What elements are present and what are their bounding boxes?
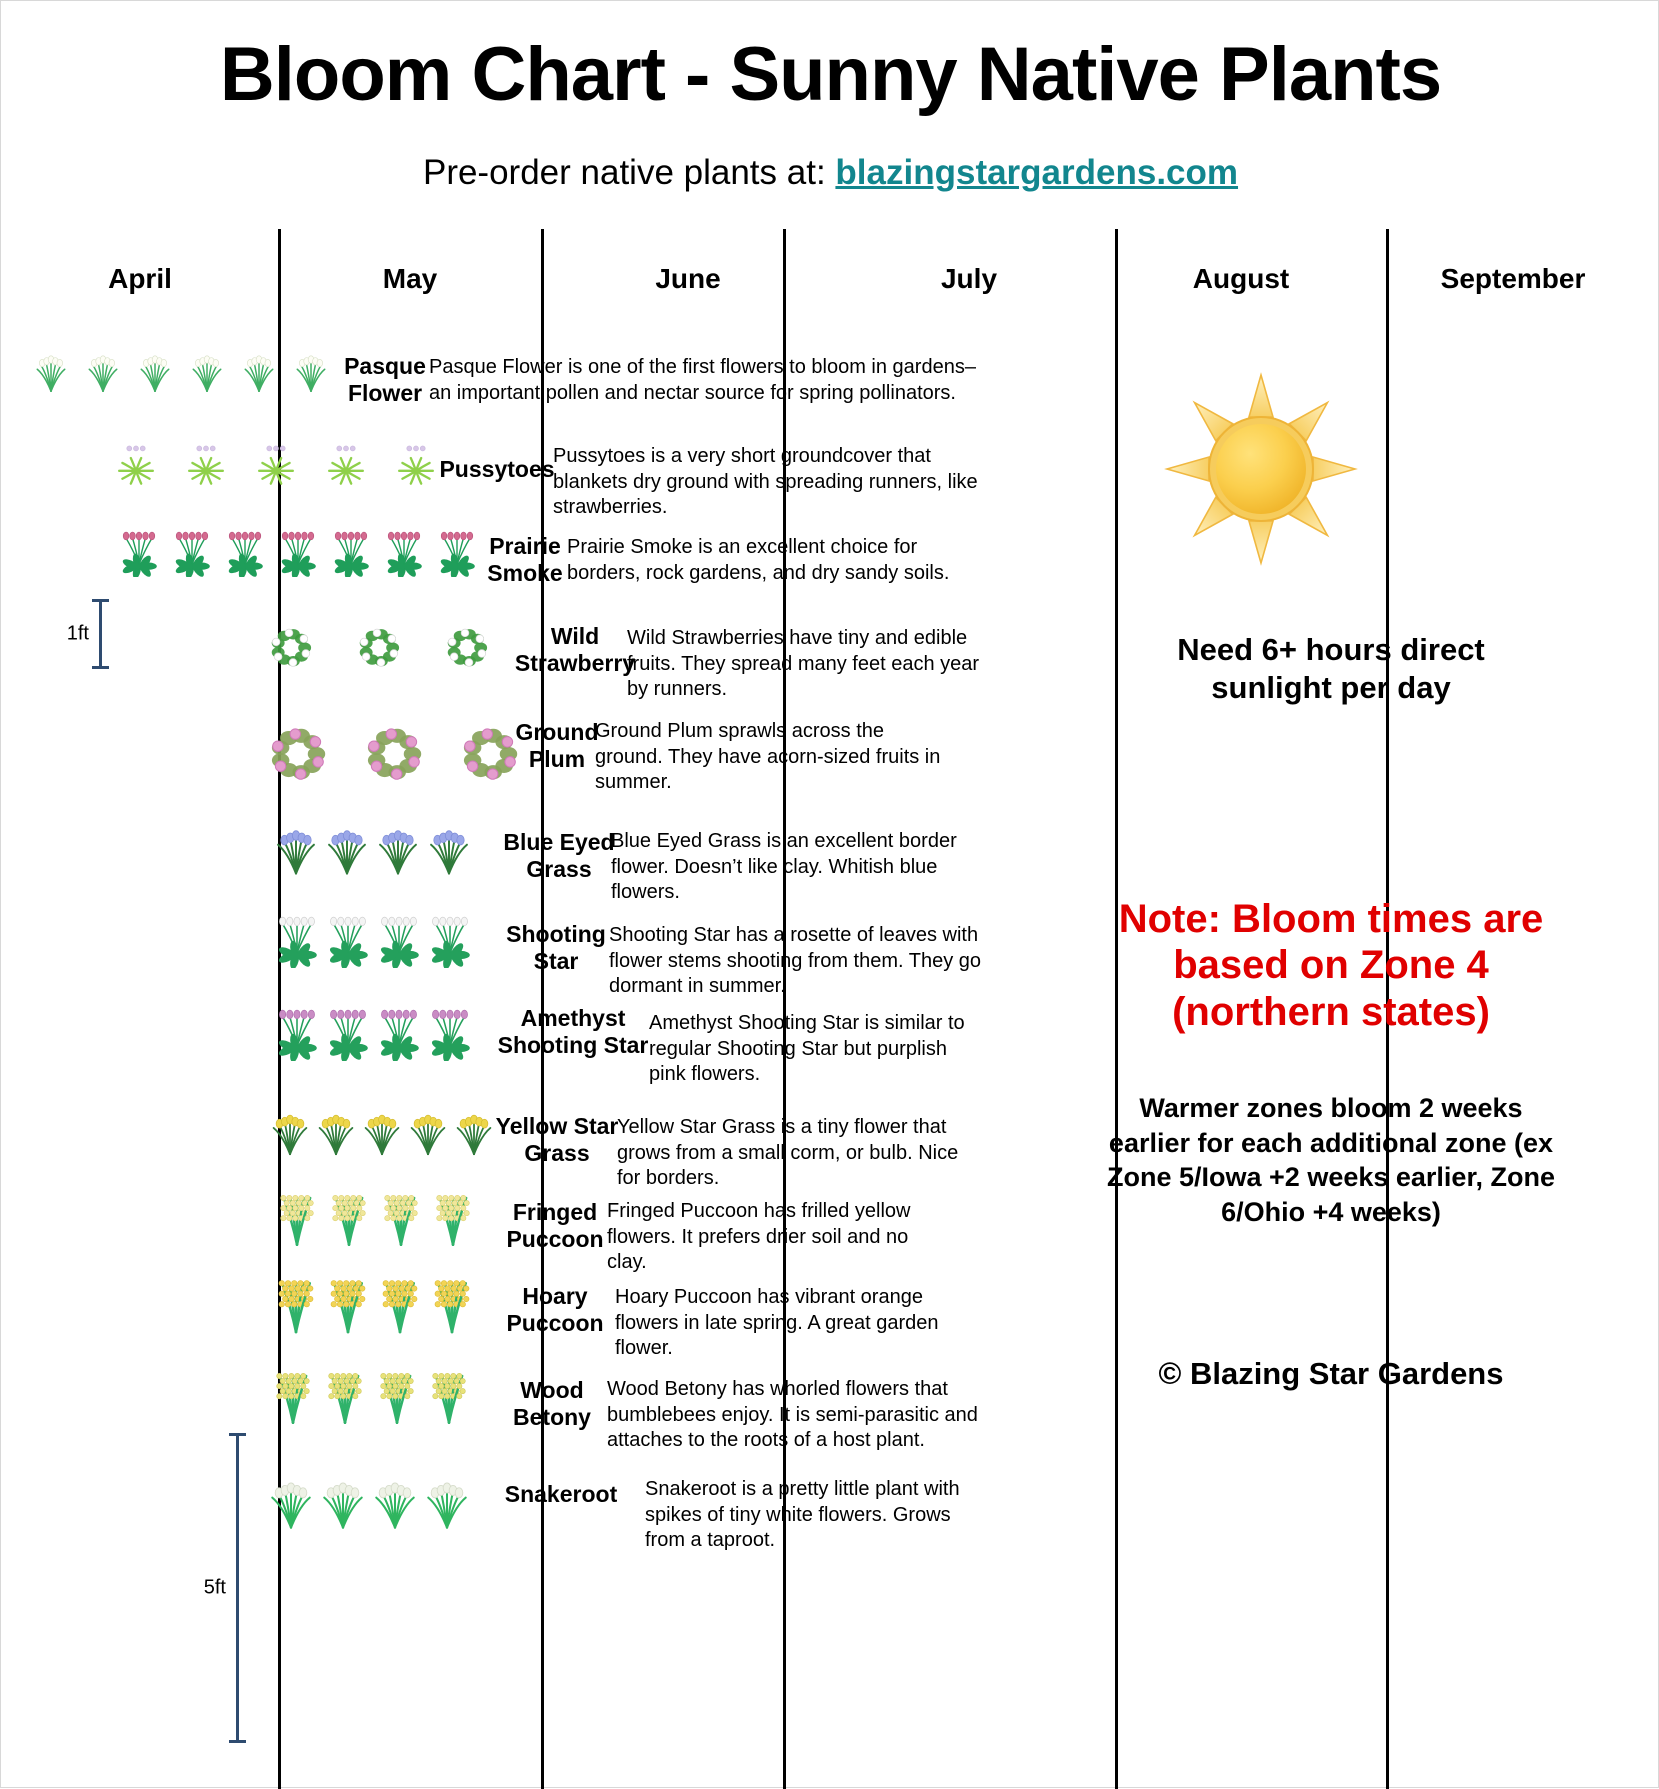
month-label-april: April [108, 263, 172, 294]
plant-description-pasque-flower: Pasque Flower is one of the first flowers to bloom in gardens–an important pollen and nectar source for spring pollinators. [429, 356, 976, 404]
month-label-june: June [655, 263, 721, 294]
plant-description-prairie-smoke: Prairie Smoke is an excellent choice for borders, rock gardens, and dry sandy soils. [567, 536, 950, 584]
subtitle-prefix: Pre-order native plants at: [422, 153, 826, 192]
pasque-flower-icon [185, 349, 237, 393]
plant-name-amethyst-shooting-star: Amethyst Shooting Star [497, 1005, 649, 1059]
bloom-bar-amethyst-shooting-star [273, 999, 477, 1061]
scale-marker-5ft [203, 1433, 252, 1743]
bloom-bar-fringed-puccoon [273, 1183, 481, 1249]
scale-marker-1ft [66, 599, 115, 669]
snakeroot-icon [267, 1469, 319, 1531]
ground-plum-icon [355, 707, 451, 791]
month-label-july: July [940, 263, 998, 294]
zone-subnote: Warmer zones bloom 2 weeks earlier for each additional zone (ex Zone 5/Iowa +2 weeks earlier, Zone 6/Ohio +4 weeks) [1107, 1093, 1555, 1227]
scale-label: 5ft [203, 1576, 226, 1599]
pussytoes-icon [106, 435, 176, 491]
plant-name-shooting-star: Shooting Star [506, 921, 606, 975]
pasque-flower-icon [237, 349, 289, 393]
page-title: Bloom Chart - Sunny Native Plants [219, 32, 1442, 117]
pasque-flower-icon [81, 349, 133, 393]
amethyst-shooting-star-icon [273, 999, 324, 1061]
yellow-star-grass-icon [315, 1103, 361, 1157]
bloom-bar-yellow-star-grass [269, 1103, 499, 1157]
prairie-smoke-icon [166, 523, 219, 577]
plant-description-shooting-star: Shooting Star has a rosette of leaves with flower stems shooting from them. They go dormant in summer. [609, 924, 982, 998]
yellow-star-grass-icon [453, 1103, 499, 1157]
wood-betony-icon [373, 1363, 425, 1425]
website-link[interactable]: blazingstargardens.com [835, 153, 1239, 192]
snakeroot-icon [319, 1469, 371, 1531]
bloom-bar-pussytoes [106, 435, 456, 491]
shooting-star-icon [273, 906, 324, 968]
plant-name-ground-plum: Ground Plum [515, 719, 599, 773]
plant-description-hoary-puccoon: Hoary Puccoon has vibrant orange flowers in late spring. A great garden flower. [615, 1286, 939, 1360]
plant-name-wild-strawberry: Wild Strawberry [514, 623, 636, 677]
bloom-bar-snakeroot [267, 1469, 475, 1531]
pasque-flower-icon [29, 349, 81, 393]
shooting-star-icon [375, 906, 426, 968]
plant-name-snakeroot: Snakeroot [504, 1481, 618, 1507]
pasque-flower-icon [133, 349, 185, 393]
prairie-smoke-icon [325, 523, 378, 577]
prairie-smoke-icon [272, 523, 325, 577]
wild-strawberry-icon [249, 613, 337, 675]
scale-cap-bottom [92, 666, 109, 669]
ground-plum-icon [259, 707, 355, 791]
plant-description-wood-betony: Wood Betony has whorled flowers that bumblebees enjoy. It is semi-parasitic and attaches to the roots of a host plant. [607, 1378, 978, 1452]
amethyst-shooting-star-icon [375, 999, 426, 1061]
prairie-smoke-icon [113, 523, 166, 577]
plant-name-pussytoes: Pussytoes [439, 456, 555, 482]
amethyst-shooting-star-icon [324, 999, 375, 1061]
prairie-smoke-icon [219, 523, 272, 577]
pussytoes-icon [246, 435, 316, 491]
snakeroot-icon [371, 1469, 423, 1531]
wood-betony-icon [321, 1363, 373, 1425]
wood-betony-icon [269, 1363, 321, 1425]
bloom-bar-pasque-flower [29, 349, 341, 393]
month-label-august: August [1192, 263, 1290, 294]
zone-note: Note: Bloom times are based on Zone 4 (northern states) [1118, 897, 1544, 1034]
plant-name-blue-eyed-grass: Blue Eyed Grass [503, 829, 615, 883]
copyright-text: © Blazing Star Gardens [1158, 1356, 1504, 1391]
yellow-star-grass-icon [269, 1103, 315, 1157]
wild-strawberry-icon [425, 613, 513, 675]
scale-cap-bottom [229, 1740, 246, 1743]
plant-name-wood-betony: Wood Betony [513, 1377, 591, 1431]
hoary-puccoon-icon [427, 1267, 479, 1337]
plant-name-fringed-puccoon: Fringed Puccoon [506, 1199, 604, 1253]
plant-description-wild-strawberry: Wild Strawberries have tiny and edible fruits. They spread many feet each year by runners. [627, 627, 980, 701]
fringed-puccoon-icon [377, 1183, 429, 1249]
plant-description-amethyst-shooting-star: Amethyst Shooting Star is similar to regular Shooting Star but purplish pink flowers. [649, 1012, 965, 1086]
bloom-bar-hoary-puccoon [271, 1267, 479, 1337]
shooting-star-icon [324, 906, 375, 968]
pasque-flower-icon [289, 349, 341, 393]
yellow-star-grass-icon [361, 1103, 407, 1157]
blue-eyed-grass-icon [324, 816, 375, 878]
scale-cap-top [92, 599, 109, 602]
sun-icon [1161, 369, 1361, 569]
bloom-bar-shooting-star [273, 906, 477, 968]
pussytoes-icon [316, 435, 386, 491]
blue-eyed-grass-icon [375, 816, 426, 878]
hoary-puccoon-icon [271, 1267, 323, 1337]
bloom-bar-prairie-smoke [113, 523, 484, 577]
plant-name-hoary-puccoon: Hoary Puccoon [506, 1283, 604, 1337]
scale-line [99, 599, 102, 669]
amethyst-shooting-star-icon [426, 999, 477, 1061]
plant-description-blue-eyed-grass: Blue Eyed Grass is an excellent border flower. Doesn’t like clay. Whitish blue flowers. [611, 830, 957, 904]
blue-eyed-grass-icon [426, 816, 477, 878]
bloom-bar-ground-plum [259, 707, 547, 791]
blue-eyed-grass-icon [273, 816, 324, 878]
wild-strawberry-icon [337, 613, 425, 675]
scale-line [236, 1433, 239, 1743]
subtitle [1, 153, 1659, 193]
hoary-puccoon-icon [323, 1267, 375, 1337]
fringed-puccoon-icon [273, 1183, 325, 1249]
month-label-september: September [1440, 263, 1586, 294]
month-label-may: May [382, 263, 438, 294]
sunlight-note: Need 6+ hours direct sunlight per day [1177, 632, 1485, 705]
snakeroot-icon [423, 1469, 475, 1531]
plant-name-yellow-star-grass: Yellow Star Grass [495, 1113, 619, 1167]
bloom-bar-wood-betony [269, 1363, 477, 1425]
plant-description-yellow-star-grass: Yellow Star Grass is a tiny flower that grows from a small corm, or bulb. Nice for borders. [617, 1116, 959, 1190]
yellow-star-grass-icon [407, 1103, 453, 1157]
plant-name-pasque-flower: Pasque Flower [344, 353, 426, 407]
bloom-bar-blue-eyed-grass [273, 816, 477, 878]
plant-description-fringed-puccoon: Fringed Puccoon has frilled yellow flowers. It prefers drier soil and no clay. [607, 1200, 911, 1274]
shooting-star-icon [426, 906, 477, 968]
hoary-puccoon-icon [375, 1267, 427, 1337]
prairie-smoke-icon [378, 523, 431, 577]
plant-description-ground-plum: Ground Plum sprawls across the ground. They have acorn-sized fruits in summer. [595, 720, 941, 794]
pussytoes-icon [176, 435, 246, 491]
scale-cap-top [229, 1433, 246, 1436]
wood-betony-icon [425, 1363, 477, 1425]
fringed-puccoon-icon [429, 1183, 481, 1249]
plant-description-pussytoes: Pussytoes is a very short groundcover that blankets dry ground with spreading runners, like strawberries. [553, 445, 978, 519]
plant-description-snakeroot: Snakeroot is a pretty little plant with spikes of tiny white flowers. Grows from a taproot. [645, 1478, 960, 1552]
bloom-bar-wild-strawberry [249, 613, 513, 675]
scale-label: 1ft [66, 622, 89, 645]
plant-name-prairie-smoke: Prairie Smoke [487, 533, 563, 587]
bloom-chart-page [1, 1, 1658, 1787]
fringed-puccoon-icon [325, 1183, 377, 1249]
